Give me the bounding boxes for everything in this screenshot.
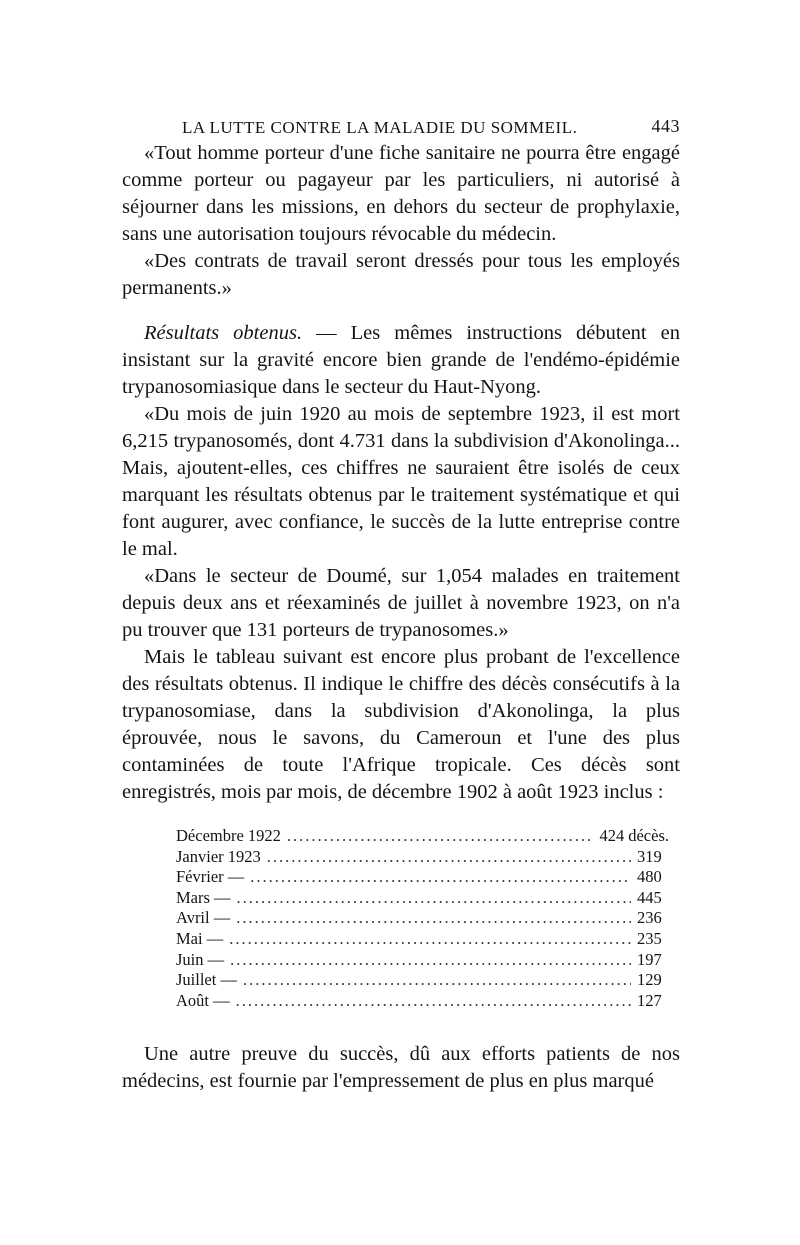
table-month: Avril — xyxy=(176,908,231,928)
table-month: Juin — xyxy=(176,949,225,969)
leader-dots xyxy=(236,991,631,1012)
table-value: 319 xyxy=(637,846,662,866)
leader-dots xyxy=(229,929,631,950)
running-head xyxy=(122,110,680,140)
table-value: 129 xyxy=(637,970,662,990)
table-month: Février — xyxy=(176,867,245,887)
table-value: 235 xyxy=(637,928,662,948)
leader-dots xyxy=(243,970,631,991)
table-month: Janvier 1923 xyxy=(176,846,261,866)
table-month: Juillet — xyxy=(176,970,237,990)
closing-text xyxy=(122,1041,680,1095)
paragraph: Mais le tableau suivant est encore plus probant de l'excellence des résultats obtenus. Il indique le chiffre des décès consécutifs à la trypanosomiase, dans la subdivision d'Akonolinga, la plus éprouvée, nous le savons, du Cameroun et l'une des plus contaminées de toute l'Afrique tropicale. Ces décès sont enregistrés, mois par mois, de décembre 1902 à août 1923 inclus : xyxy=(122,646,680,803)
table-month: Décembre 1922 xyxy=(176,826,281,845)
table-value: 480 xyxy=(637,867,662,887)
leader-dots xyxy=(287,826,594,847)
table-month: Août — xyxy=(176,990,230,1010)
table-month: Mars — xyxy=(176,887,231,907)
table-row xyxy=(176,970,669,991)
paragraph: «Dans le secteur de Doumé, sur 1,054 malades en traitement depuis deux ans et réexaminés de juillet à novembre 1923, on n'a pu trouver que 131 porteurs de trypanosomes.» xyxy=(122,565,680,641)
table-row xyxy=(176,826,669,847)
section-text: — Les mêmes instructions débutent en insistant sur la gravité encore bien grande de l'endémo-épidémie trypanosomiasique dans le secteur du Haut-Nyong. xyxy=(122,322,680,398)
table-value: 445 xyxy=(637,887,662,907)
leader-dots xyxy=(237,888,631,909)
table-value: 424 décès. xyxy=(599,826,669,845)
table-row xyxy=(176,888,669,909)
table-row xyxy=(176,991,669,1012)
table-row xyxy=(176,847,669,868)
leader-dots xyxy=(250,867,631,888)
table-month: Mai — xyxy=(176,928,224,948)
table-unit: décès. xyxy=(628,826,669,845)
running-title: LA LUTTE CONTRE LA MALADIE DU SOMMEIL. xyxy=(182,118,578,137)
leader-dots xyxy=(230,950,631,971)
section-label: Résultats obtenus. xyxy=(144,322,303,344)
table-value: 127 xyxy=(637,990,662,1010)
table-value: 197 xyxy=(637,949,662,969)
leader-dots xyxy=(236,908,631,929)
book-page xyxy=(122,110,680,1095)
page-number: 443 xyxy=(651,116,680,136)
paragraph: «Du mois de juin 1920 au mois de septembre 1923, il est mort 6,215 trypanosomés, dont 4.731 dans la subdivision d'Akonolinga... Mais, ajoutent-elles, ces chiffres ne sauraient être isolés de ceux marquant les résultats obtenus par le traitement systématique et qui font augurer, avec confiance, le succès de la lutte entreprise contre le mal. xyxy=(122,403,680,560)
body-text xyxy=(122,140,680,806)
table-row xyxy=(176,867,669,888)
paragraph: Une autre preuve du succès, dû aux efforts patients de nos médecins, est fournie par l'empressement de plus en plus marqué xyxy=(122,1043,680,1093)
table-value: 236 xyxy=(637,908,662,928)
paragraph: «Des contrats de travail seront dressés pour tous les employés permanents.» xyxy=(122,250,680,299)
table-row xyxy=(176,950,669,971)
table-row xyxy=(176,908,669,929)
leader-dots xyxy=(267,847,631,868)
table-row xyxy=(176,929,669,950)
section-paragraph xyxy=(122,320,680,401)
deaths-table xyxy=(176,826,669,1011)
paragraph: «Tout homme porteur d'une fiche sanitaire ne pourra être engagé comme porteur ou pagayeur par les particuliers, ni autorisé à séjourner dans les missions, en dehors du secteur de prophylaxie, sans une autorisation toujours révocable du médecin. xyxy=(122,142,680,245)
